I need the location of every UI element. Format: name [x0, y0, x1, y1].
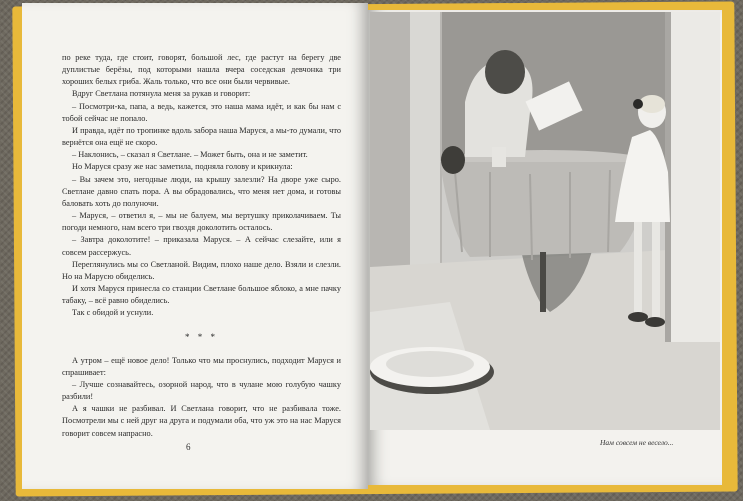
paragraph: Переглянулись мы со Светланой. Видим, плохо наше дело. Взяли и слезли. Но на Марусю обиделись.: [62, 259, 341, 281]
section-separator: * * *: [185, 332, 218, 343]
paragraph: по реке туда, где стоит, говорят, большой лес, где растут на берегу две дуплистые берёзы, под которыми нашла вчера соседская девчонка три хороших белых гриба. Жаль только, что все они были червивые.: [62, 53, 341, 87]
paragraph: – Вы зачем это, негодные люди, на крышу залезли? На дворе уже сыро. Светлане давно спать пора. А вы обрадовались, что меня нет дома, и готовы баловать хоть до полуночи.: [62, 174, 341, 208]
paragraph: – Маруся, – ответил я, – мы не балуем, мы вертушку приколачиваем. Ты погоди немного, нам всего три гвоздя доколотить осталось.: [62, 211, 341, 233]
paragraph: Но Маруся сразу же нас заметила, подняла голову и крикнула:: [72, 162, 293, 172]
page-number: 6: [186, 442, 191, 452]
paragraph: И правда, идёт по тропинке вдоль забора наша Маруся, а мы-то думали, что вернётся она ещё не скоро.: [62, 125, 341, 148]
illustration-caption: Нам совсем не весело...: [600, 438, 674, 447]
paragraph: А я чашки не разбивал. И Светлана говорит, что не разбивала тоже. Посмотрели мы с ней друг на друга и подумали оба, что уж это на нас Маруся говорит совсем напрасно.: [62, 404, 341, 438]
paragraph: – Посмотри-ка, папа, а ведь, кажется, это наша мама идёт, и как бы нам с тобой сейчас не попало.: [62, 101, 341, 123]
paragraph: Вдруг Светлана потянула меня за рукав и говорит:: [72, 89, 251, 99]
paragraph: Так с обидой и уснули.: [72, 308, 154, 318]
paragraph: – Лучше сознавайтесь, озорной народ, что в чулане мою голубую чашку разбили!: [62, 379, 341, 402]
illustration: [370, 12, 720, 430]
page-text: [62, 52, 341, 440]
paragraph: А утром – ещё новое дело! Только что мы проснулись, подходит Маруся и спрашивает:: [62, 355, 341, 377]
paragraph: – Наклонись, – сказал я Светлане. – Может быть, она и не заметит.: [72, 150, 308, 160]
paragraph: – Завтра доколотите! – приказала Маруся. – А сейчас слезайте, или я совсем рассержусь.: [62, 235, 341, 257]
paragraph: И хотя Маруся принесла со станции Светлане большое яблоко, а мне пачку табаку, – всё равно обиделись.: [62, 283, 341, 306]
